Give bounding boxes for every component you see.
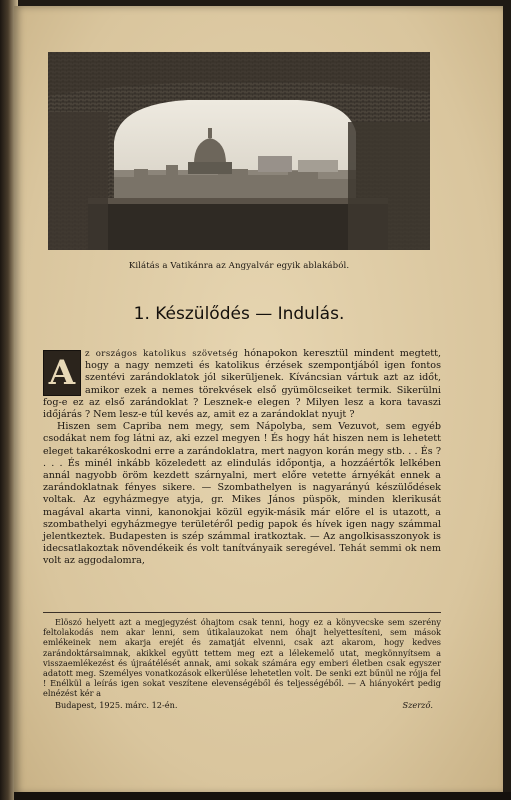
photo-caption: Kilátás a Vatikánra az Angyalvár egyik ablakából.	[128, 261, 350, 271]
footnote-text: Elöszó helyett azt a megjegyzést óhajtom csak tenni, hogy ez a könyvecske sem szerény feltolakodás nem akar lenni, sem útikalauzokat nem óhajt helyettesíteni, sem mások emlékeinek nem akarja erejét és zamatját elvenni, csak azt akarom, hogy kedves zarándoktársaimnak, akikkel együtt tettem meg ezt a lélekemelő utat, megkönnyítsem a visszaemlékezést és újraátélését annak, ami sokak számára egy emberi életben csak egyszer adatott meg. Személyes vonatkozások elkerülése lehetetlen volt. De senki ezt bűnül ne rójja fel ! Enélkül a leírás igen sokat veszítene elevenségéből és teljességéből. — A hiányokért pedig elnézést kér a	[43, 617, 441, 699]
chapter-title: 1. Készülődés — Indulás.	[133, 304, 345, 324]
preface-footnote	[43, 617, 441, 711]
chapter-body-text	[43, 348, 441, 568]
arch-window-illustration	[48, 52, 430, 250]
footnote-divider	[43, 612, 441, 613]
paragraph-lead-smallcaps: z országos katolikus szövetség	[85, 349, 239, 359]
page-bottom-shadow	[14, 792, 511, 800]
paragraph-2-text: Hiszen sem Capriba nem megy, sem Nápolyba, sem Vezuvot, sem egyéb csodákat nem fog látni az, aki ezzel megyen ! És hogy hát hiszen nem is lehetett eleget takarékoskodni erre a zarándoklatra, mert nagyon korán megy stb. . . És ? . . . És minél inkább közeledett az elindulás időpontja, a hozzáértők lelkében annál nagyobb öröm kezdett szárnyalni, mert előre vetette árnyékát ennek a zarándoklatnak fényes sikere. — Szombathelyen is nagyarányú készülődések voltak. Az egyházmegye atyja, gr. Mikes János püspök, minden klerikusát magával akarta vinni, kanonokjai közül egyik-másik már előre el is utazott, a szombathelyi egyházmegye területéről pedig papok és hívek igen nagy számmal jelentkeztek. Budapesten is szép számmal iratkoztak. — Az angolkisasszonyok is idecsatlakoztak növendékeik és volt tanítványaik seregével. Tehát semmi ok nem volt az aggodalomra,	[43, 421, 441, 567]
paragraph-1-text: hónapokon keresztül mindent megtett, hogy a nagy nemzeti és katolikus érzések szempontjából igen fontos szentévi zarándoklatok jól sikerüljenek. Kíváncsian vártuk azt az időt, amikor ezek a nemes törekvések első gyümölcseiket termik. Sikerülni fog-e ez az első zarándoklat ? Lesznek-e elegen ? Milyen lesz a kora tavaszi időjárás ? Nem lesz-e túl kevés az, amit ez a zarándoklat nyujt ?	[43, 348, 442, 421]
place-date: Budapest, 1925. márc. 12-én.	[55, 699, 178, 710]
book-page	[14, 6, 503, 794]
author-signature: Szerző.	[402, 699, 433, 710]
vatican-view-photo	[48, 52, 430, 250]
footnote-signature-line	[43, 700, 441, 711]
decorative-initial-letter: A	[43, 350, 81, 396]
